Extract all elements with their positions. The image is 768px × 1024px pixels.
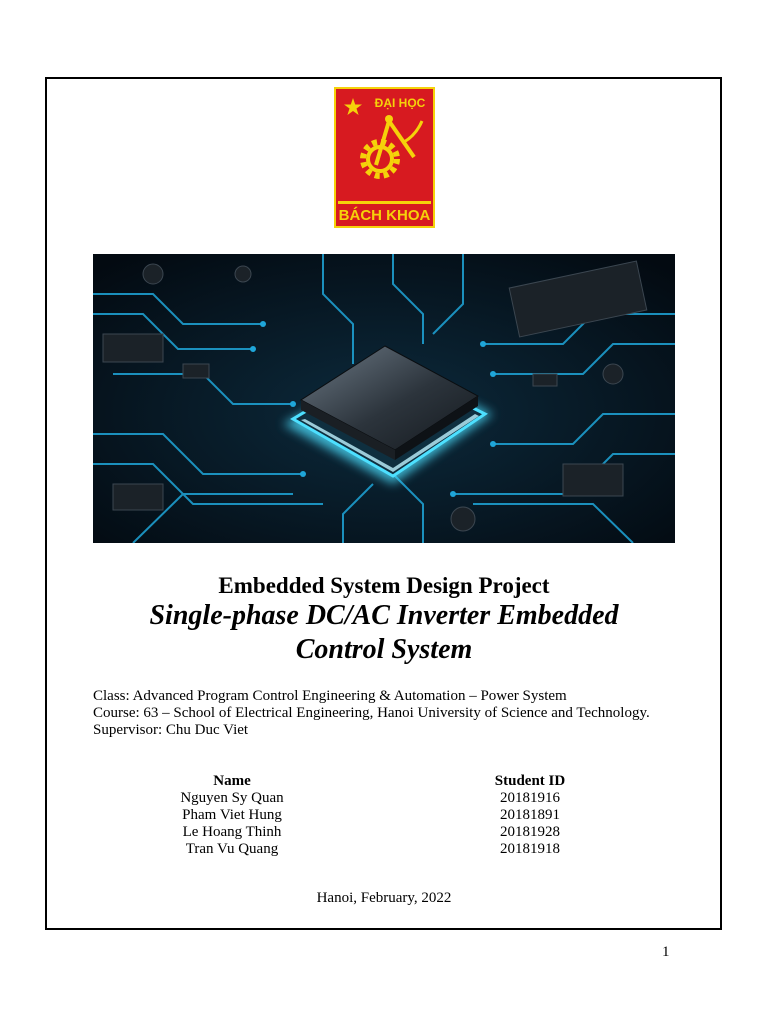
- member-student-id: 20181891: [500, 807, 560, 823]
- class-info: Class: Advanced Program Control Engineering & Automation – Power System: [93, 688, 567, 704]
- member-student-id: 20181916: [500, 790, 560, 806]
- student-id-header: Student ID: [494, 773, 566, 789]
- place-date: Hanoi, February, 2022: [316, 890, 452, 906]
- chip-image: [93, 254, 675, 543]
- member-name: Tran Vu Quang: [185, 841, 279, 857]
- name-column: [152, 772, 312, 858]
- compass-icon: [385, 115, 393, 123]
- university-logo: [334, 87, 435, 228]
- page-number: 1: [662, 944, 670, 960]
- logo-text-top: ĐẠI HỌC: [374, 96, 426, 110]
- main-title-line-2: Control System: [295, 634, 473, 665]
- member-name: Nguyen Sy Quan: [180, 790, 284, 806]
- member-name: Le Hoang Thinh: [182, 824, 282, 840]
- course-info: Course: 63 – School of Electrical Engineering, Hanoi University of Science and Technology.: [93, 705, 650, 721]
- student-id-column: [450, 772, 610, 858]
- member-name: Pham Viet Hung: [182, 807, 282, 823]
- logo-text-bottom: BÁCH KHOA: [338, 207, 431, 224]
- member-student-id: 20181928: [500, 824, 560, 840]
- supervisor-info: Supervisor: Chu Duc Viet: [93, 722, 249, 738]
- main-title-line-1: Single-phase DC/AC Inverter Embedded: [149, 600, 619, 631]
- project-title: Embedded System Design Project: [218, 573, 550, 598]
- name-header: Name: [213, 773, 251, 789]
- member-student-id: 20181918: [500, 841, 560, 857]
